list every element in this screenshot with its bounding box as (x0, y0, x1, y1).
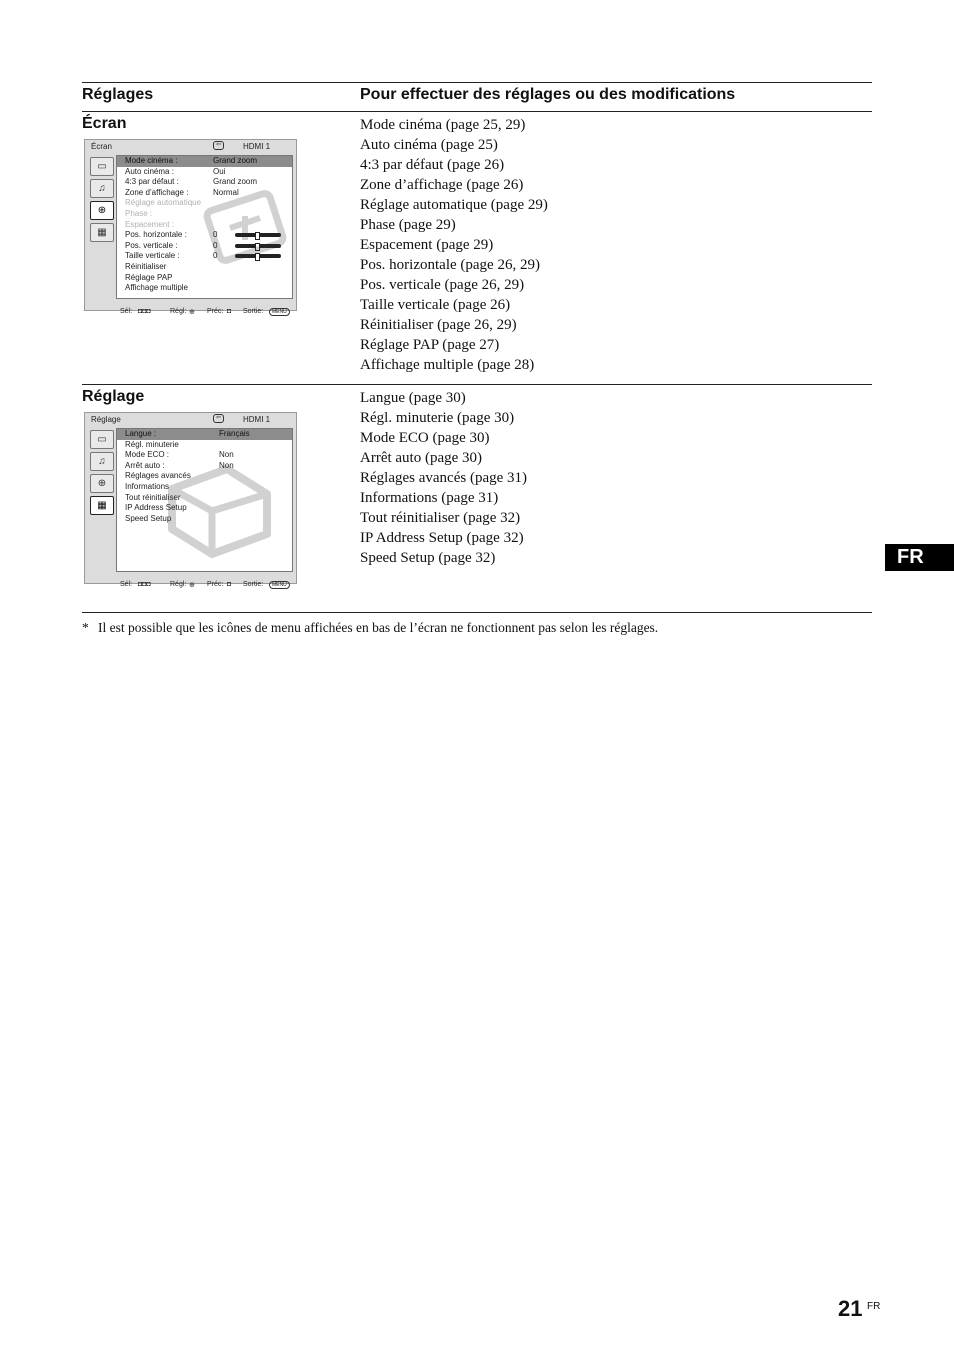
section-items-reglage (360, 388, 527, 568)
osd-input-label: HDMI 1 (243, 142, 271, 151)
osd-row-value: Non (219, 450, 234, 460)
osd-menu-row (117, 283, 292, 294)
osd-menu-row (117, 450, 292, 461)
nav-arrows-icon: ◘◘◘ (138, 308, 151, 315)
screen-menu-icon: ⊕ (90, 201, 114, 220)
osd-row-label: Espacement : (125, 219, 174, 229)
enter-key-icon: ⊕ (189, 309, 195, 316)
osd-row-label: Réglage automatique (125, 198, 202, 208)
osd-row-value: Grand zoom (213, 156, 258, 165)
osd-row-label: Phase : (125, 208, 153, 218)
osd-menu-row (117, 156, 292, 167)
osd-title: Écran (91, 142, 112, 151)
osd-row-value: Normal (213, 187, 239, 197)
footer-sel-label: Sél: (120, 308, 133, 315)
osd-row-value: Non (219, 460, 234, 470)
osd-row-label: Régl. minuterie (125, 439, 179, 449)
osd-row-label: Zone d’affichage : (125, 187, 189, 197)
menu-key-icon: MENU (269, 308, 290, 316)
column-header-actions: Pour effectuer des réglages ou des modifications (360, 86, 736, 103)
section-title-reglage: Réglage (82, 388, 145, 405)
osd-row-label: Informations (125, 481, 170, 491)
osd-menu-row (117, 198, 292, 209)
screen-menu-icon: ⊕ (90, 474, 114, 493)
sound-menu-icon: ♫ (90, 179, 114, 198)
osd-row-value: Français (219, 429, 250, 438)
setting-item: 4:3 par défaut (page 26) (360, 157, 505, 173)
osd-menu-row (117, 241, 292, 252)
setting-item: Zone d’affichage (page 26) (360, 177, 524, 193)
osd-menu-row (117, 493, 292, 504)
setup-menu-icon: ▦ (90, 223, 114, 242)
setup-menu-icon: ▦ (90, 496, 114, 515)
osd-row-value: Oui (213, 166, 226, 176)
input-icon: ⇦ (213, 141, 224, 150)
osd-menu-row (117, 429, 292, 440)
section-title-ecran: Écran (82, 115, 127, 132)
setting-item: Réglage automatique (page 29) (360, 197, 548, 213)
sound-menu-icon: ♫ (90, 452, 114, 471)
osd-menu-list (117, 429, 292, 524)
setting-item: Arrêt auto (page 30) (360, 450, 483, 466)
osd-slider-bar (235, 244, 281, 248)
osd-row-value: Grand zoom (213, 177, 258, 187)
column-header-settings: Réglages (82, 86, 154, 103)
osd-row-label: Speed Setup (125, 513, 172, 523)
setting-item: IP Address Setup (page 32) (360, 530, 524, 546)
input-icon: ⇦ (213, 414, 224, 423)
osd-row-value: 0 (213, 251, 218, 261)
osd-menu-row (117, 482, 292, 493)
setting-item: Mode cinéma (page 25, 29) (360, 117, 526, 133)
osd-menu-row (117, 262, 292, 273)
page-language: FR (867, 1301, 881, 1312)
osd-screenshot-ecran (84, 139, 297, 316)
language-tab: FR (885, 544, 954, 571)
osd-menu-panel (116, 155, 293, 299)
enter-key-icon: ⊕ (189, 582, 195, 589)
osd-title: Réglage (91, 415, 121, 424)
osd-row-label: Affichage multiple (125, 283, 188, 293)
osd-row-label: Pos. verticale : (125, 240, 178, 250)
nav-arrows-icon: ◘◘◘ (138, 581, 151, 588)
osd-row-label: Réglages avancés (125, 471, 191, 481)
osd-row-label: Arrêt auto : (125, 460, 165, 470)
osd-row-label: Réglage PAP (125, 272, 173, 282)
setting-item: Réglage PAP (page 27) (360, 337, 500, 353)
osd-input-label: HDMI 1 (243, 415, 271, 424)
osd-menu-panel (116, 428, 293, 572)
osd-row-value: 0 (213, 240, 218, 250)
osd-row-label: Taille verticale : (125, 251, 180, 261)
osd-row-label: Pos. horizontale : (125, 230, 187, 240)
footer-prec-label: Préc: (207, 308, 224, 315)
osd-row-value: 0 (213, 230, 218, 240)
osd-row-label: Réinitialiser (125, 261, 167, 271)
osd-row-label: Tout réinitialiser (125, 492, 181, 502)
osd-menu-row (117, 471, 292, 482)
footnote-mark: * (82, 620, 89, 635)
osd-menu-list (117, 156, 292, 294)
osd-menu-row (117, 188, 292, 199)
section-items-ecran (360, 115, 548, 375)
back-key-icon: ◘ (227, 308, 232, 315)
picture-menu-icon: ▭ (90, 430, 114, 449)
osd-menu-row (117, 440, 292, 451)
footer-regl-label: Régl: (170, 581, 187, 588)
setting-item: Pos. horizontale (page 26, 29) (360, 257, 540, 273)
setting-item: Informations (page 31) (360, 490, 499, 506)
setting-item: Langue (page 30) (360, 390, 466, 406)
osd-slider-bar (235, 233, 281, 237)
osd-menu-icons (88, 155, 114, 245)
menu-key-icon: MENU (269, 581, 290, 589)
setting-item: Espacement (page 29) (360, 237, 494, 253)
osd-menu-row (117, 503, 292, 514)
osd-row-label: IP Address Setup (125, 503, 187, 513)
page-number: 21 (838, 1296, 863, 1321)
setting-item: Régl. minuterie (page 30) (360, 410, 515, 426)
footnote-text: Il est possible que les icônes de menu affichées en bas de l’écran ne fonctionnent pas selon les réglages. (98, 620, 659, 635)
setting-item: Taille verticale (page 26) (360, 297, 511, 313)
setting-item: Auto cinéma (page 25) (360, 137, 498, 153)
osd-row-label: Auto cinéma : (125, 166, 174, 176)
osd-row-label: Langue : (125, 429, 157, 438)
footer-regl-label: Régl: (170, 308, 187, 315)
setting-item: Phase (page 29) (360, 217, 456, 233)
osd-menu-row (117, 514, 292, 525)
setting-item: Affichage multiple (page 28) (360, 357, 535, 373)
table-top-rule (82, 82, 872, 83)
osd-menu-row (117, 220, 292, 231)
back-key-icon: ◘ (227, 581, 232, 588)
footer-sel-label: Sél: (120, 581, 133, 588)
osd-menu-icons (88, 428, 114, 518)
setting-item: Tout réinitialiser (page 32) (360, 510, 521, 526)
setting-item: Réglages avancés (page 31) (360, 470, 528, 486)
setting-item: Mode ECO (page 30) (360, 430, 490, 446)
footer-sortie-label: Sortie: (243, 581, 264, 588)
osd-menu-row (117, 177, 292, 188)
osd-row-label: Mode ECO : (125, 450, 170, 460)
footer-prec-label: Préc: (207, 581, 224, 588)
osd-menu-row (117, 167, 292, 178)
setting-item: Speed Setup (page 32) (360, 550, 496, 566)
picture-menu-icon: ▭ (90, 157, 114, 176)
osd-menu-row (117, 230, 292, 241)
setting-item: Réinitialiser (page 26, 29) (360, 317, 517, 333)
osd-menu-row (117, 209, 292, 220)
section-divider-rule (82, 384, 872, 385)
footer-sortie-label: Sortie: (243, 308, 264, 315)
osd-screenshot-reglage (84, 412, 297, 589)
footnote (82, 620, 658, 636)
osd-row-label: 4:3 par défaut : (125, 177, 179, 187)
osd-menu-row (117, 251, 292, 262)
table-bottom-rule (82, 612, 872, 613)
osd-row-label: Mode cinéma : (125, 156, 178, 165)
osd-menu-row (117, 273, 292, 284)
osd-slider-bar (235, 254, 281, 258)
osd-menu-row (117, 461, 292, 472)
header-bottom-rule (82, 111, 872, 112)
setting-item: Pos. verticale (page 26, 29) (360, 277, 525, 293)
